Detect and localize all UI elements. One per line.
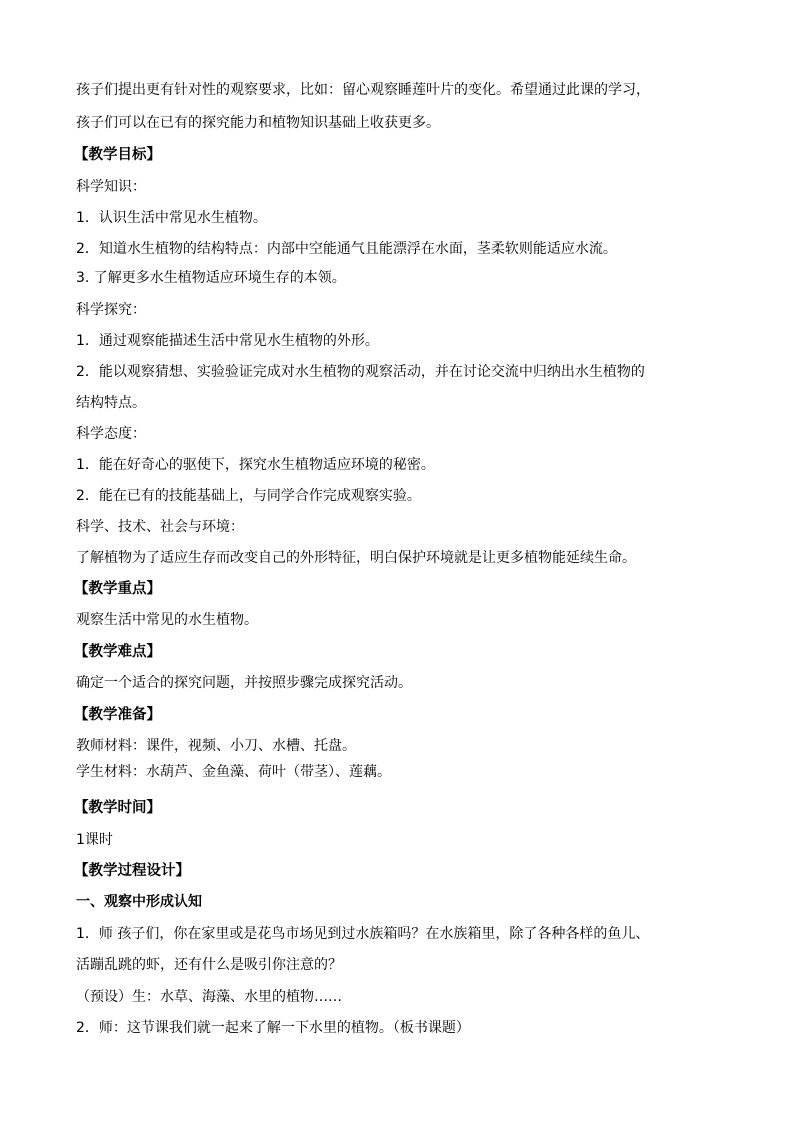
inquiry-item-2-line-1: 2．能以观察猜想、实验验证完成对水生植物的观察活动，并在讨论交流中归纳出水生植物的 bbox=[76, 364, 645, 380]
knowledge-item-3: 3. 了解更多水生植物适应环境生存的本领。 bbox=[76, 270, 346, 286]
key-point-heading: 【教学重点】 bbox=[74, 581, 161, 597]
goals-heading: 【教学目标】 bbox=[74, 147, 161, 163]
teacher-materials: 教师材料：课件，视频、小刀、水槽、托盘。 bbox=[76, 738, 356, 754]
sts-label: 科学、技术、社会与环境： bbox=[76, 519, 244, 535]
inquiry-label: 科学探究： bbox=[76, 302, 146, 318]
process-heading: 【教学过程设计】 bbox=[74, 863, 190, 879]
preset-answer: （预设）生：水草、海藻、水里的植物…… bbox=[76, 989, 342, 1005]
sts-text: 了解植物为了适应生存而改变自己的外形特征，明白保护环境就是让更多植物能延续生命。 bbox=[76, 550, 636, 566]
section-1-title: 一、观察中形成认知 bbox=[76, 894, 202, 910]
knowledge-label: 科学知识： bbox=[76, 179, 146, 195]
inquiry-item-2-line-2: 结构特点。 bbox=[76, 395, 146, 411]
inquiry-item-1: 1．通过观察能描述生活中常见水生植物的外形。 bbox=[76, 333, 379, 349]
knowledge-item-2: 2．知道水生植物的结构特点：内部中空能通气且能漂浮在水面，茎柔软则能适应水流。 bbox=[76, 241, 617, 257]
time-heading: 【教学时间】 bbox=[74, 800, 161, 816]
attitude-item-1: 1．能在好奇心的驱使下，探究水生植物适应环境的秘密。 bbox=[76, 457, 435, 473]
key-point-text: 观察生活中常见的水生植物。 bbox=[76, 612, 258, 628]
step-1-line-1: 1．师 孩子们，你在家里或是花鸟市场见到过水族箱吗？在水族箱里，除了各种各样的鱼儿、 bbox=[76, 926, 650, 942]
time-text: 1课时 bbox=[76, 832, 113, 848]
difficulty-heading: 【教学难点】 bbox=[74, 644, 161, 660]
attitude-item-2: 2．能在已有的技能基础上，与同学合作完成观察实验。 bbox=[76, 488, 421, 504]
intro-line-1: 孩子们提出更有针对性的观察要求，比如：留心观察睡莲叶片的变化。希望通过此课的学习， bbox=[76, 82, 650, 98]
difficulty-text: 确定一个适合的探究问题，并按照步骤完成探究活动。 bbox=[76, 675, 412, 691]
preparation-heading: 【教学准备】 bbox=[74, 707, 161, 723]
attitude-label: 科学态度： bbox=[76, 426, 146, 442]
step-2: 2．师：这节课我们就一起来了解一下水里的植物。（板书课题） bbox=[76, 1020, 470, 1036]
intro-line-2: 孩子们可以在已有的探究能力和植物知识基础上收获更多。 bbox=[76, 115, 440, 131]
knowledge-item-1: 1．认识生活中常见水生植物。 bbox=[76, 210, 267, 226]
step-1-line-2: 活蹦乱跳的虾，还有什么是吸引你注意的？ bbox=[76, 957, 342, 973]
student-materials: 学生材料：水葫芦、金鱼藻、荷叶（带茎）、莲藕。 bbox=[76, 764, 391, 780]
